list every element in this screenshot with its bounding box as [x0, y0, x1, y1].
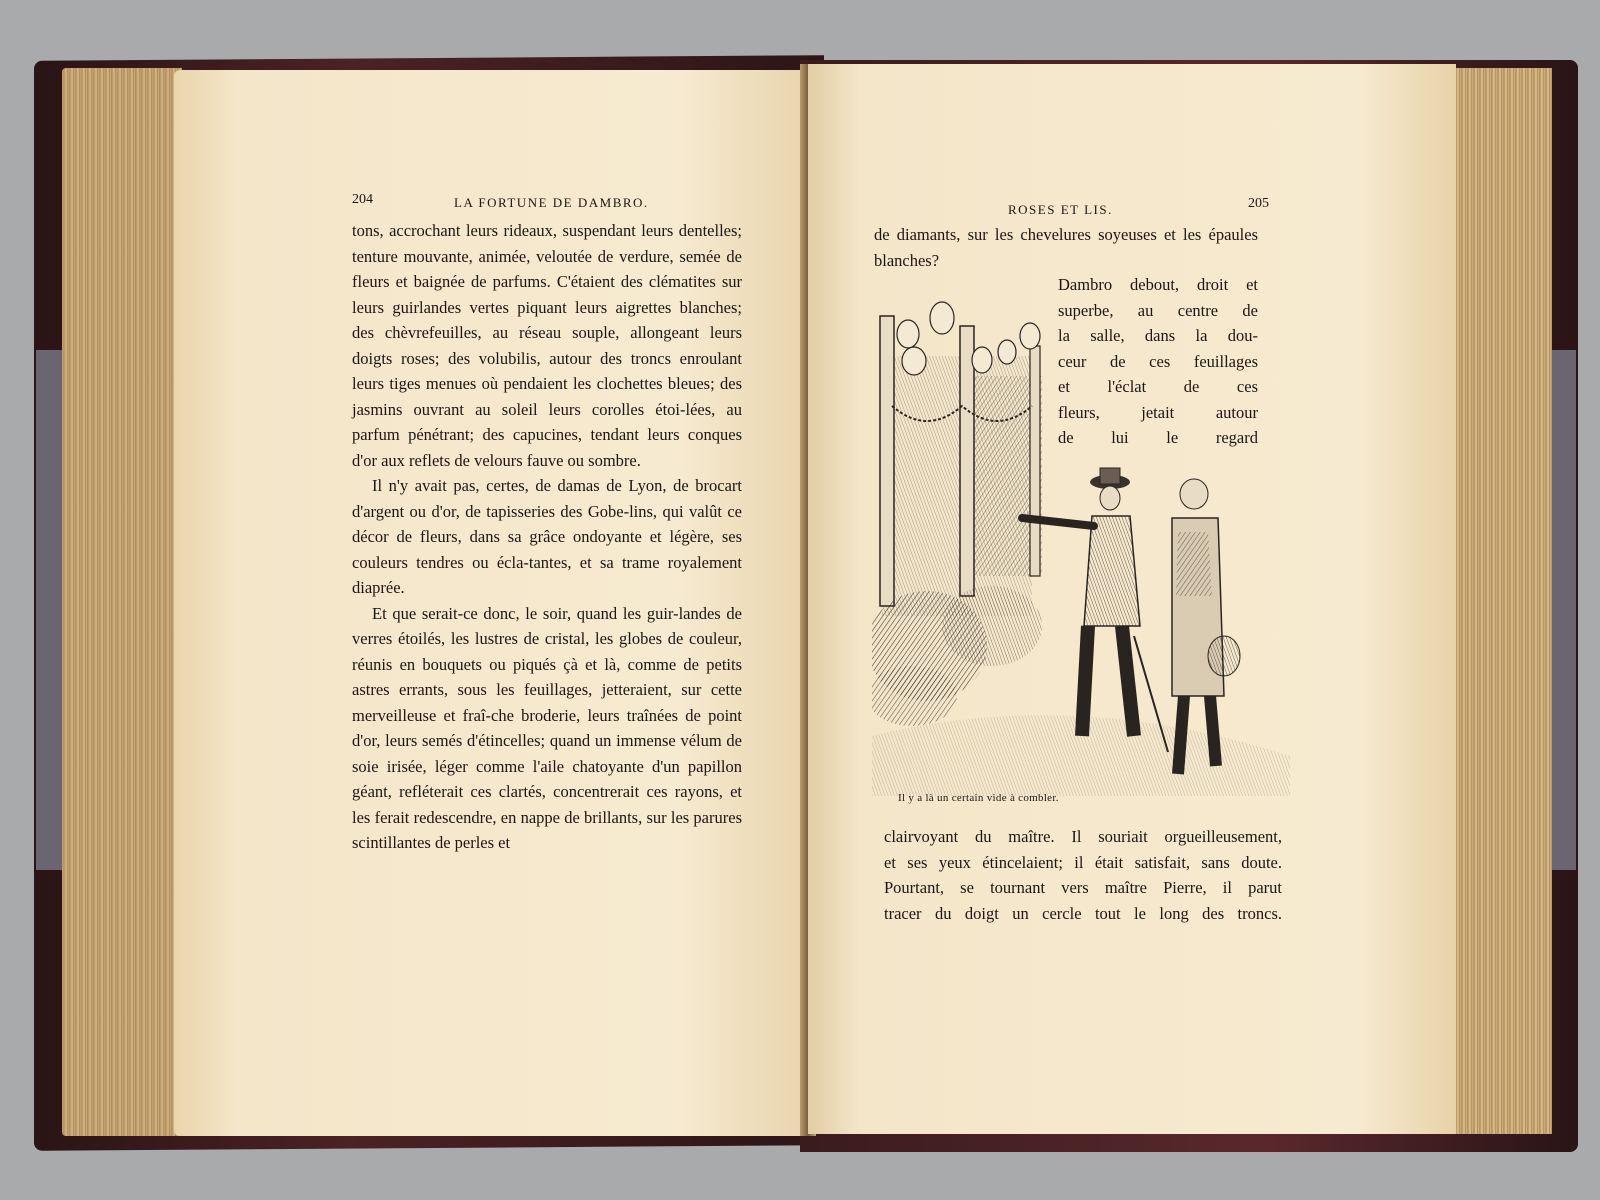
- text-line: Dambro debout, droit et: [1058, 275, 1258, 294]
- left-page: [174, 70, 806, 1136]
- column: [880, 316, 894, 606]
- right-running-head: ROSES ET LIS.: [1008, 202, 1113, 217]
- page-edges-left: [62, 68, 182, 1136]
- text-line: et l'éclat de ces: [1058, 377, 1258, 396]
- column: [960, 326, 974, 596]
- figure-pierre: [1172, 479, 1240, 774]
- text-line: Pourtant, se tournant vers maître Pierre, il parut: [884, 878, 1282, 897]
- engraving-illustration: [872, 296, 1290, 806]
- paragraph: Et que serait-ce donc, le soir, quand les guir-landes de verres étoilés, les lustres de cristal, les globes de couleur, réunis en bouquets ou piqués çà et là, comme de petits astres errants, sous les feuillages, jetteraient, sur cette merveilleuse et fraî-che broderie, leurs traînées de point d'or, leurs semés d'étincelles; quand un immense vélum de soie irisée, léger comme l'aile chatoyante d'un papillon géant, refléterait ces clartés, concentrerait ces rayons, et les ferait redescendre, en nappe de brillants, sur les parures scintillantes de perles et: [352, 603, 742, 852]
- right-page-number: 205: [1248, 196, 1269, 211]
- paragraph: tons, accrochant leurs rideaux, suspendant leurs dentelles; tenture mouvante, animée, veloutée de verdure, semée de fleurs et baignée de parfums. C'étaient des clématites sur leurs guirlandes vertes piquant leurs aigrettes blanches; des chèvrefeuilles, au réseau souple, allongeant leurs doigts roses; des volubilis, autour des troncs enroulant leurs tiges menues où pendaient les clochettes bleues; des jasmins ouvrant au soleil leurs corolles étoi-lées, au parfum pénétrant; des capucines, tendant leurs conques d'or aux reflets de velours fauve ou sombre.: [352, 221, 742, 470]
- text-line: et ses yeux étincelaient; il était satisfait, sans doute.: [884, 852, 1282, 872]
- foliage: [872, 586, 1042, 726]
- left-page-number: 204: [352, 192, 373, 207]
- column: [1030, 346, 1040, 576]
- page-edges-right: [1448, 68, 1552, 1134]
- left-page-text: [352, 218, 742, 856]
- left-running-head: LA FORTUNE DE DAMBRO.: [454, 195, 649, 210]
- illustration-caption: Il y a là un certain vide à combler.: [898, 792, 1059, 804]
- right-page-top-text: de diamants, sur les chevelures soyeuses et les épaules blanches?: [874, 225, 1258, 270]
- text-line: ceur de ces feuillages: [1058, 351, 1258, 371]
- text-line: tracer du doigt un cercle tout le long des troncs.: [884, 903, 1282, 923]
- text-line: la salle, dans la dou-: [1058, 326, 1258, 345]
- cover-cloth-right: [1552, 350, 1576, 870]
- figure-dambro: [1022, 468, 1168, 752]
- text-line: fleurs, jetait autour: [1058, 402, 1258, 422]
- right-page-bottom-text: [884, 824, 1282, 926]
- text-line: superbe, au centre de: [1058, 300, 1258, 320]
- paragraph: Il n'y avait pas, certes, de damas de Lyon, de brocart d'argent ou d'or, de tapisseries des Gobe-lins, qui valût ce décor de fleurs, dans sa grâce ondoyante et légère, ses couleurs tendres ou écla-tantes, et sa trame royalement diaprée.: [352, 476, 742, 597]
- text-line: de lui le regard: [1058, 428, 1258, 447]
- text-line: clairvoyant du maître. Il souriait orgueilleusement,: [884, 827, 1282, 846]
